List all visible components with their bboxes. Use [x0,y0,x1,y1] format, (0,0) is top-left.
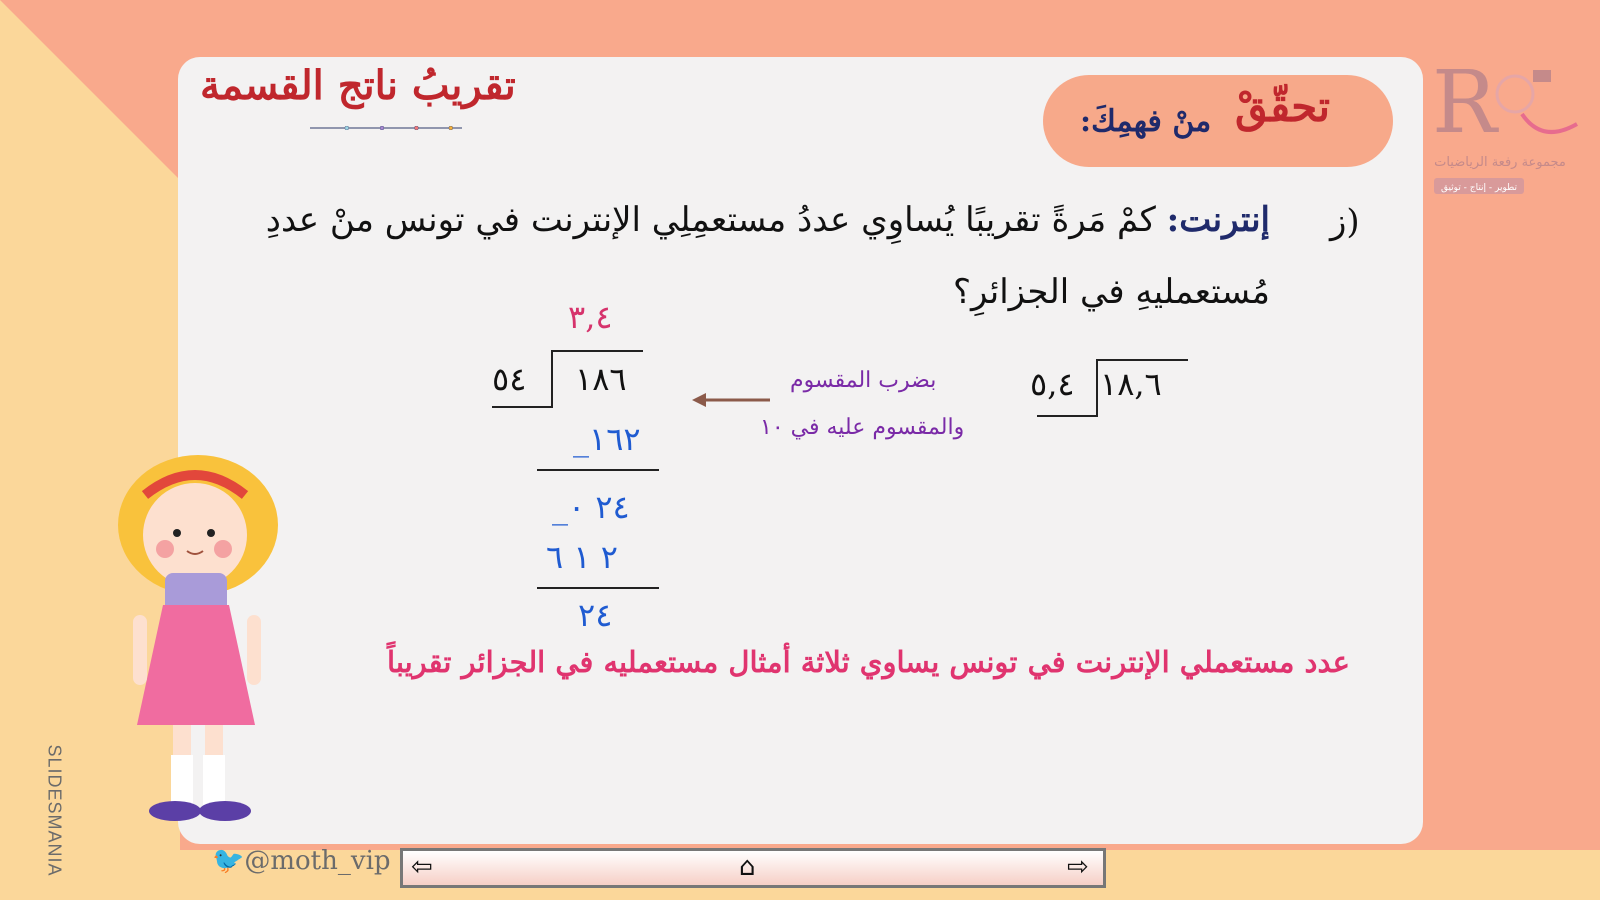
slidesmania-watermark: SLIDESMANIA [44,744,65,877]
original-divisor: ٥,٤ [1030,365,1075,403]
question-line-2: مُستعمليهِ في الجزائرِ؟ [952,272,1270,312]
question-text-1: كمْ مَرةً تقريبًا يُساوِي عددُ مستعمِلِي الإنترنت في تونس منْ عددِ [265,200,1156,240]
next-arrow-icon[interactable]: ⇨ [1067,852,1089,882]
navigation-bar [400,848,1106,888]
quotient: ٣,٤ [568,298,613,336]
question-keyword: إنترنت: [1166,200,1270,240]
lesson-title: تقريبُ ناتج القسمة [200,62,516,109]
home-icon[interactable]: ⌂ [739,852,756,882]
rule-1 [537,469,659,471]
twitter-handle[interactable] [212,846,391,876]
svg-text:R: R [1432,54,1497,153]
logo-tagline: تطوير - إنتاج - توثيق [1440,183,1518,193]
math-group-logo [1430,54,1590,199]
subtract-2: ٢ ١ ٦ [546,538,618,576]
original-divisor-underline [1037,415,1097,417]
original-dividend: ١٨,٦ [1100,365,1162,403]
original-bracket-top [1096,359,1188,361]
remainder-1: ٢٤ ٠_ [552,488,630,526]
twitter-bird-icon: 🐦 [212,846,245,876]
original-bracket-side [1096,359,1098,417]
work-bracket-side [551,350,553,408]
question-letter: ز) [1330,202,1360,242]
title-underline [196,126,576,130]
subtract-1: ١٦٢_ [573,420,641,458]
badge-sub-text: منْ فهمِكَ: [1080,104,1212,139]
twitter-handle-text: @moth_vip [244,846,391,876]
work-bracket-top [551,350,643,352]
left-arrow-icon [692,390,772,410]
girl-illustration [105,455,290,845]
badge-main-text: تحقّقْ [1235,82,1331,131]
logo-text: مجموعة رفعة الرياضيات [1434,155,1566,170]
rule-2 [537,587,659,589]
remainder-2: ٢٤ [578,596,613,634]
note-line-1: بضرب المقسوم [790,368,937,393]
work-divisor-underline [492,406,552,408]
content-card [178,57,1423,844]
note-line-2: والمقسوم عليه في ١٠ [760,415,965,440]
previous-arrow-icon[interactable]: ⇦ [411,852,433,882]
answer-text: عدد مستعملي الإنترنت في تونس يساوي ثلاثة أمثال مستعمليه في الجزائر تقريباً [387,645,1350,679]
question-line-1 [210,200,1270,240]
work-dividend: ١٨٦ [575,360,627,398]
work-divisor: ٥٤ [492,360,527,398]
